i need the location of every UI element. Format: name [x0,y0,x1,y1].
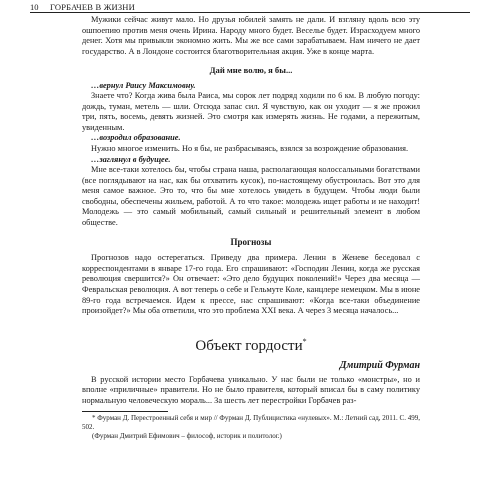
running-title: ГОРБАЧЕВ В ЖИЗНИ [50,2,135,12]
wish-2-paragraph: Нужно многое изменить. Но я бы, не разбрасываясь, взялся за возрождение образования. [91,143,409,153]
footnote-rule [82,411,168,412]
wish-1-paragraph: Знаете что? Когда жива была Раиса, мы сорок лет подряд ходили по 6 км. В любую погоду: дождь, туман, метель — шли. Отсюда запас сил. Я чувствую, как он уходит — я же прожил три, пять, восемь, девять жизней. Это смотря как измерять жизнь. Не годами, а пережитым, увиденным. [82,91,420,132]
wish-3-lead [82,155,420,166]
footnote-marker: * [302,336,307,346]
section-title-prognozy: Прогнозы [230,237,272,248]
page-number: 10 [30,2,39,12]
intro-paragraph: Мужики сейчас живут мало. Но друзья юбилей замять не дали. И взгляну вдоль всю эту ошпоепию против меня очень Ирина. Народу много будет. Веселье будет. Израсходуем много денег. Хотя мы привыкли экономно жить. Мы же все сами зарабатываем. Нам ничего не дает государство. А в Лондоне состоится благотворительная акция. Уже в конце марта. [82,15,420,56]
chapter-paragraph: В русской истории место Горбачева уникально. У нас были не только «монстры», но и вполне «приличные» правители. Но не было правителя, который вписал бы в саму политику нормальную человеческую мораль... За шесть лет перестройки Горбачев раз- [82,374,420,405]
chapter-title-text: Объект гордости [195,337,303,354]
chapter-title [82,333,420,355]
page-body [82,15,420,441]
wish-3-lead-text: …заглянул в будущее. [91,154,171,164]
footnote-2: (Фурман Дмитрий Ефимович – философ, историк и политолог.) [92,432,282,441]
wish-1-lead-text: …вернул Раису Максимовну. [91,80,196,90]
footnote-1: * Фурман Д. Перестроенный себя и мир // Фурман Д. Публицистика «нулевых». М.: Летний сад, 2011. С. 499, 502. [82,414,420,431]
wish-1-lead [82,81,420,92]
prognozy-paragraph: Прогнозов надо остерегаться. Приведу два примера. Ленин в Женеве беседовал с корреспондентами в январе 17-го года. Его спрашивают: «Господин Ленин, когда же русская революция свершится?» Он отвечает: «Это дело будущих поколений!» Через два месяца — Февральская революция. А вот теперь о себе и Гельмуте Коле, канцлере немецком. Мы в июне 89-го года встречаемся. Идем к прессе, нас спрашивают: «Когда все-таки объединение произойдет?» Мы оба ответили, что это проблема XXI века. А через 3 месяца началось... [82,253,420,316]
wish-2-lead [82,133,420,144]
running-header [30,2,470,13]
chapter-author: Дмитрий Фурман [339,359,420,371]
subhead-wish: Дай мне волю, я бы... [209,65,293,76]
wish-2-lead-text: …возродил образование. [91,133,181,143]
wish-3-paragraph: Мне все-таки хотелось бы, чтобы страна наша, располагающая колоссальными богатствами (все поглядывают на нас, как бы отхватить кусок), по-настоящему обустроилась. Вот это для меня самое важное. Это то, что бы мне хотелось увидеть в будущем. Чтобы люди были свободны, обеспечены жильем, работой. А то что такое: молодежь ищет работы и не находит! Молодежь — это самый мобильный, самый сильный и решительный элемент в любом обществе. [82,165,420,227]
